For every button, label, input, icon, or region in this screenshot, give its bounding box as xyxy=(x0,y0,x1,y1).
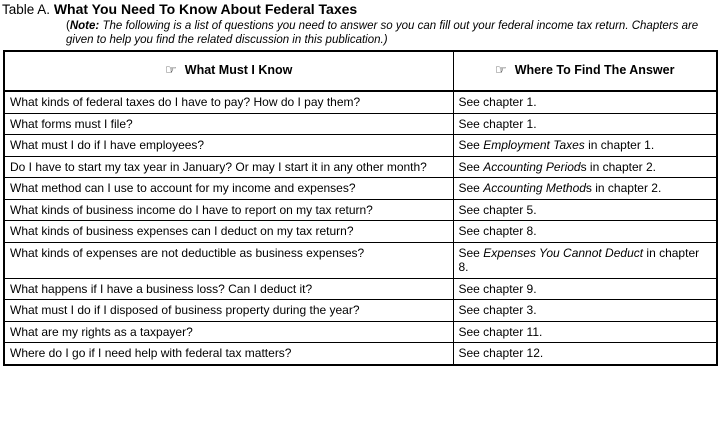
column-header-label-2: Where To Find The Answer xyxy=(514,63,675,78)
question-cell: What happens if I have a business loss? Can I deduct it? xyxy=(4,278,453,300)
table-row xyxy=(4,199,717,221)
table-row xyxy=(4,91,717,113)
question-cell: What forms must I file? xyxy=(4,113,453,135)
table-body xyxy=(4,91,717,365)
answer-cell xyxy=(453,135,717,157)
table-row xyxy=(4,135,717,157)
table-header xyxy=(4,51,717,91)
table-row xyxy=(4,221,717,243)
answer-prefix: See chapter 1. xyxy=(458,116,537,131)
question-cell: What must I do if I disposed of business property during the year? xyxy=(4,300,453,322)
answer-prefix: See chapter 3. xyxy=(458,303,537,317)
answer-suffix: s in chapter 2. xyxy=(585,181,662,195)
table-row xyxy=(4,321,717,343)
note-open-paren: ( xyxy=(66,20,70,32)
answer-prefix: See chapter 11. xyxy=(458,324,543,339)
answer-prefix: See chapter 9. xyxy=(458,281,537,296)
answer-reference: Employment Taxes xyxy=(483,138,585,152)
answer-prefix: See xyxy=(458,245,484,260)
table-note xyxy=(0,19,706,47)
table-caption-label: Table A. xyxy=(2,2,51,17)
question-cell: What must I do if I have employees? xyxy=(4,135,453,157)
note-text: The following is a list of questions you need to answer so you can fill out your federal income tax return. Chapters are given to help you find the related discussion in this publication.) xyxy=(66,20,699,46)
answer-reference: Expenses You Cannot Deduct xyxy=(483,245,644,260)
answer-prefix: See xyxy=(458,159,484,174)
answer-cell xyxy=(453,300,717,322)
pointing-hand-icon: ☞ xyxy=(495,63,507,79)
answer-cell xyxy=(453,199,717,221)
answer-cell xyxy=(453,221,717,243)
question-cell: What kinds of federal taxes do I have to pay? How do I pay them? xyxy=(4,91,453,113)
question-cell: Do I have to start my tax year in January? Or may I start it in any other month? xyxy=(4,156,453,178)
column-header-what-must-i-know xyxy=(4,51,453,91)
answer-prefix: See chapter 8. xyxy=(458,224,537,238)
answer-prefix: See xyxy=(458,138,484,152)
question-cell: What kinds of expenses are not deductible as business expenses? xyxy=(4,242,453,278)
table-row xyxy=(4,178,717,200)
question-cell: What kinds of business income do I have to report on my tax return? xyxy=(4,199,453,221)
question-cell: Where do I go if I need help with federal tax matters? xyxy=(4,343,453,365)
answer-cell xyxy=(453,178,717,200)
table-row xyxy=(4,300,717,322)
table-row xyxy=(4,156,717,178)
answer-cell xyxy=(453,91,717,113)
answer-cell xyxy=(453,113,717,135)
answer-reference: Accounting Period xyxy=(483,159,581,174)
question-cell: What method can I use to account for my income and expenses? xyxy=(4,178,453,200)
column-header-where-to-find-the-answer xyxy=(453,51,717,91)
column-header-label-1: What Must I Know xyxy=(184,63,293,78)
table-row xyxy=(4,278,717,300)
answer-suffix: in chapter 1. xyxy=(584,138,655,152)
answer-suffix: in chapter 8. xyxy=(458,245,700,274)
answer-prefix: See chapter 12. xyxy=(458,346,544,360)
answer-cell xyxy=(453,321,717,343)
question-cell: What are my rights as a taxpayer? xyxy=(4,321,453,343)
answer-prefix: See chapter 5. xyxy=(458,202,537,217)
answer-prefix: See chapter 1. xyxy=(458,95,537,109)
table-row xyxy=(4,343,717,365)
answer-cell xyxy=(453,278,717,300)
answer-reference: Accounting Method xyxy=(483,181,586,195)
answer-prefix: See xyxy=(458,181,484,195)
table-caption xyxy=(0,0,721,17)
pointing-hand-icon: ☞ xyxy=(165,63,177,79)
table-row xyxy=(4,242,717,278)
answer-cell xyxy=(453,156,717,178)
federal-taxes-table xyxy=(3,50,718,366)
answer-cell xyxy=(453,242,717,278)
table-header-row xyxy=(4,51,717,91)
question-cell: What kinds of business expenses can I deduct on my tax return? xyxy=(4,221,453,243)
answer-cell xyxy=(453,343,717,365)
answer-suffix: s in chapter 2. xyxy=(580,159,656,174)
table-row xyxy=(4,113,717,135)
note-label: Note: xyxy=(69,20,100,32)
table-caption-title: What You Need To Know About Federal Taxes xyxy=(53,1,358,17)
